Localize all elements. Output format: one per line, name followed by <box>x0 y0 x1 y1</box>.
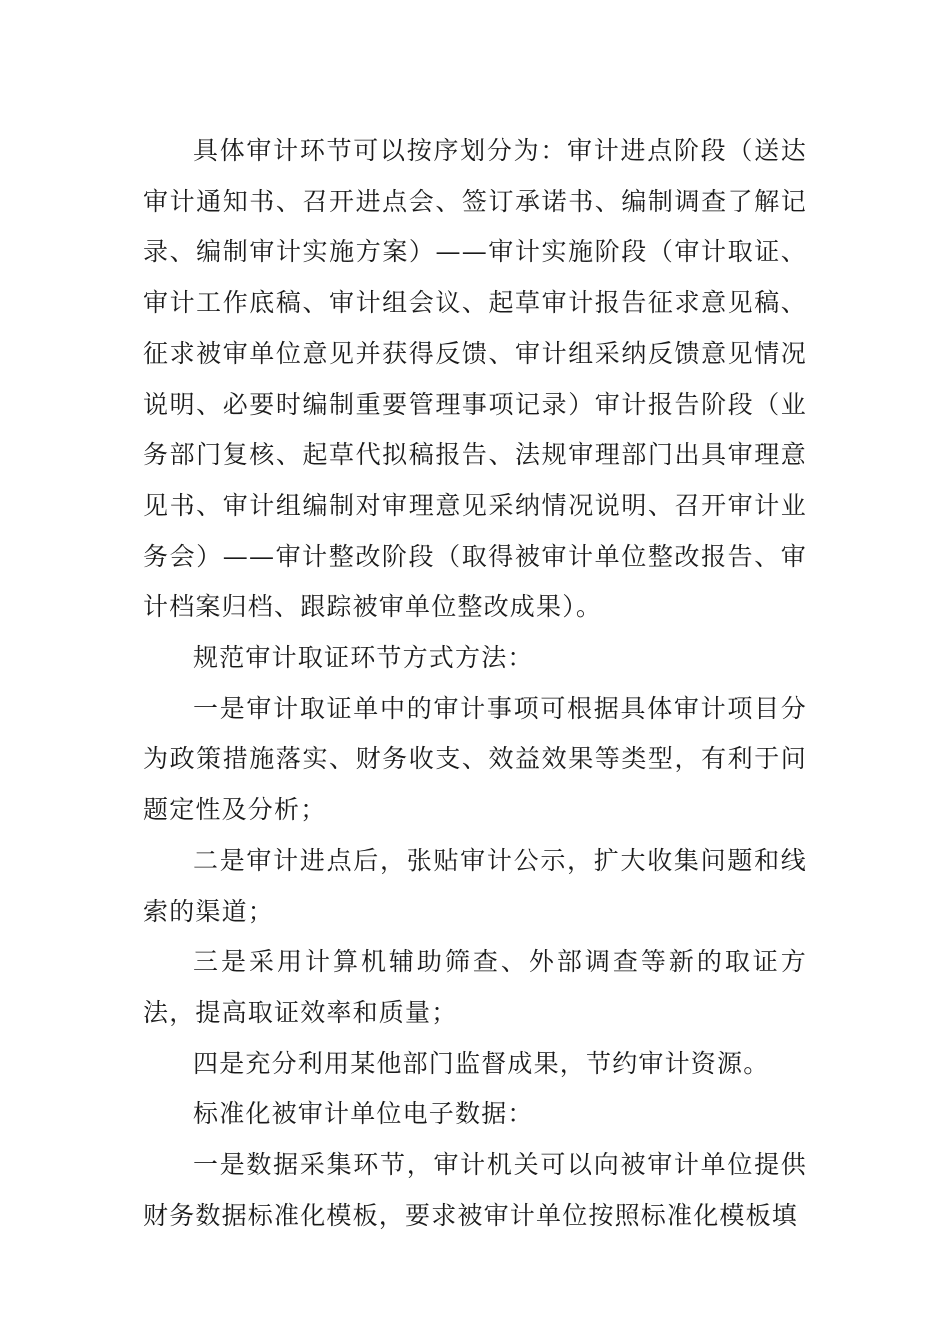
paragraph-audit-stages: 具体审计环节可以按序划分为：审计进点阶段（送达审计通知书、召开进点会、签订承诺书、编制调查了解记录、编制审计实施方案）——审计实施阶段（审计取证、审计工作底稿、审计组会议、起草审计报告征求意见稿、征求被审单位意见并获得反馈、审计组采纳反馈意见情况说明、必要时编制重要管理事项记录）审计报告阶段（业务部门复核、起草代拟稿报告、法规审理部门出具审理意见书、审计组编制对审理意见采纳情况说明、召开审计业务会）——审计整改阶段（取得被审计单位整改报告、审计档案归档、跟踪被审单位整改成果）。 <box>143 136 807 622</box>
paragraph-evidence-heading: 规范审计取证环节方式方法： <box>193 643 534 673</box>
paragraph-evidence-point-3: 三是采用计算机辅助筛查、外部调查等新的取证方法，提高取证效率和质量； <box>143 947 807 1027</box>
paragraph-evidence-point-4: 四是充分利用某他部门监督成果，节约审计资源。 <box>193 1048 770 1078</box>
document-body <box>143 126 807 1241</box>
paragraph-data-heading: 标准化被审计单位电子数据： <box>193 1099 534 1129</box>
paragraph-evidence-point-2: 二是审计进点后，张贴审计公示，扩大收集问题和线索的渠道； <box>143 845 807 926</box>
paragraph-evidence-point-1: 一是审计取证单中的审计事项可根据具体审计项目分为政策措施落实、财务收支、效益效果等类型，有利于问题定性及分析； <box>143 693 807 825</box>
paragraph-data-point-1: 一是数据采集环节，审计机关可以向被审计单位提供财务数据标准化模板，要求被审计单位按照标准化模板填 <box>143 1150 807 1230</box>
